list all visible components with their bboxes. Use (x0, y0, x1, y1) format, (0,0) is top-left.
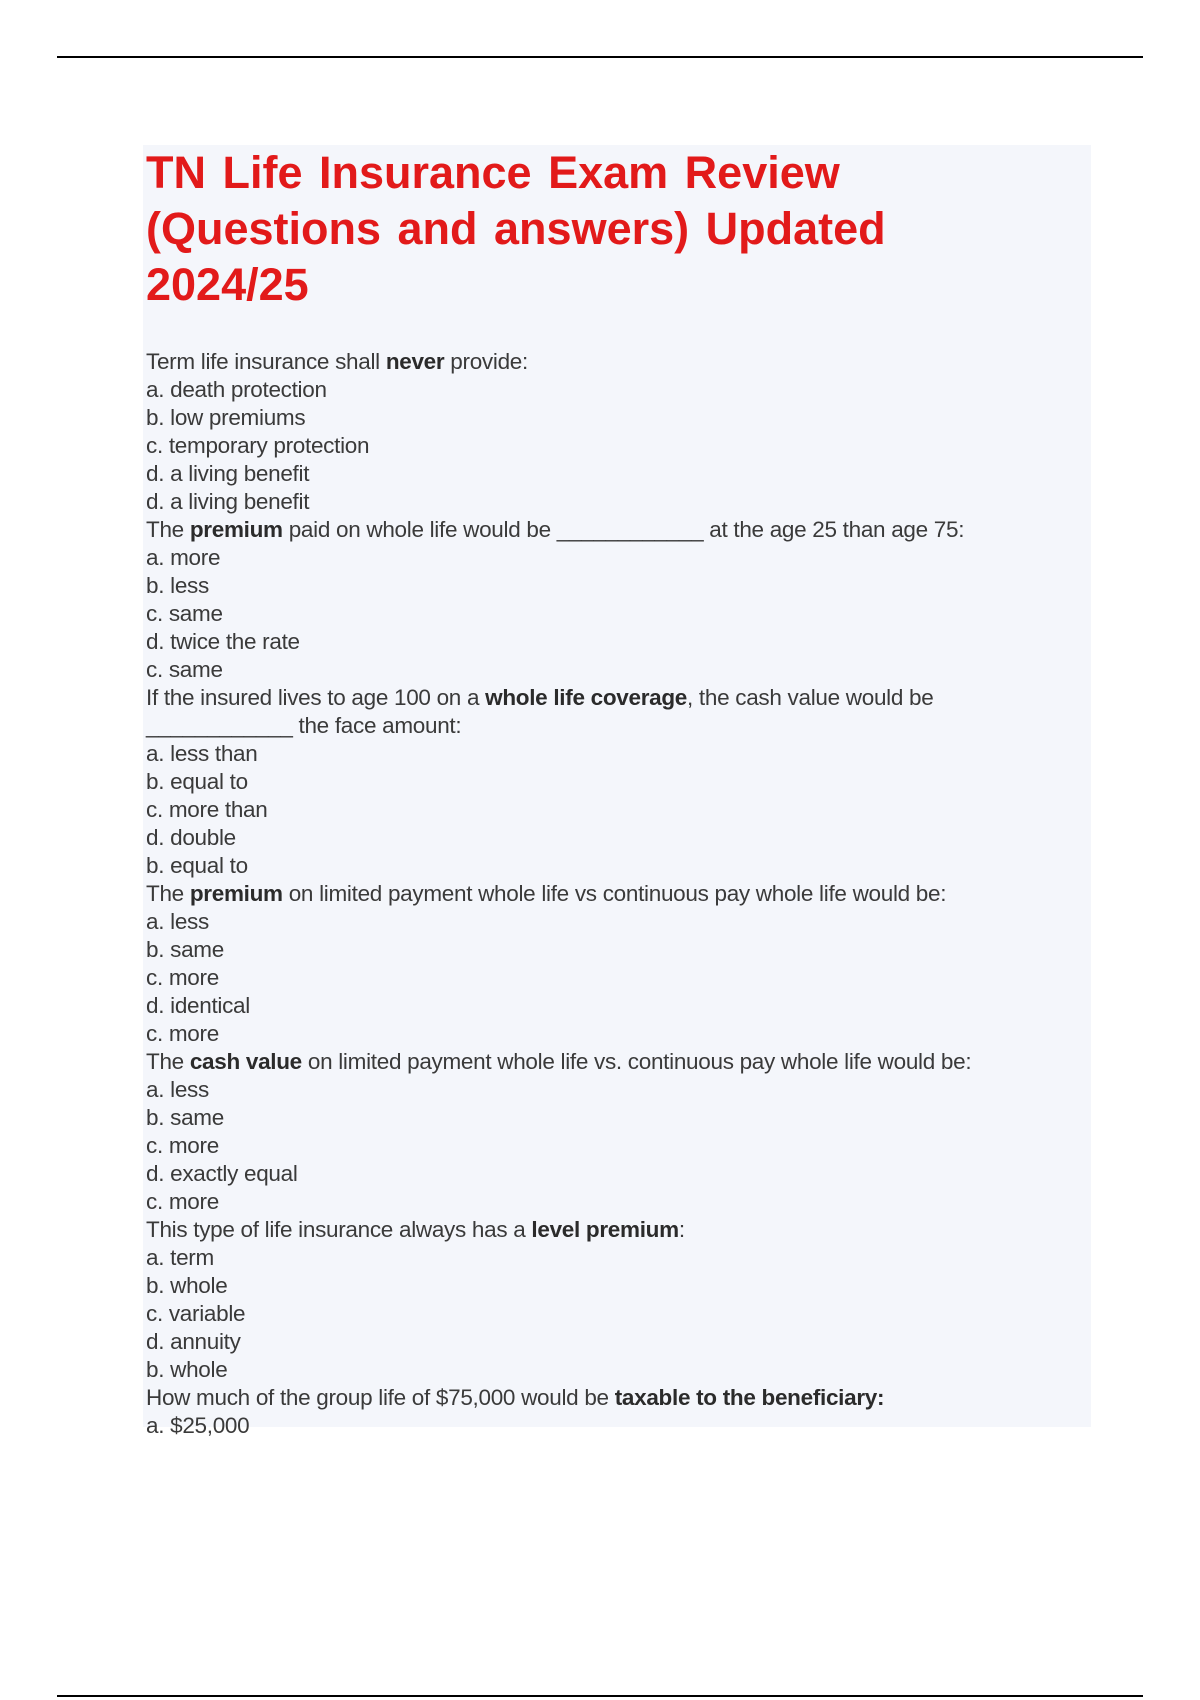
answer-option: c. more (146, 965, 219, 990)
correct-answer: c. same (146, 657, 223, 682)
question-6 (146, 1216, 1088, 1384)
answer-option: d. a living benefit (146, 461, 310, 486)
answer-option: a. $25,000 (146, 1413, 250, 1438)
correct-answer: c. more (146, 1189, 219, 1214)
correct-answer: c. more (146, 1021, 219, 1046)
question-list (146, 348, 1088, 1440)
answer-option: c. variable (146, 1301, 246, 1326)
question-stem: The cash value on limited payment whole life vs. continuous pay whole life would be: (146, 1049, 972, 1074)
answer-option: b. low premiums (146, 405, 306, 430)
answer-option: a. less (146, 1077, 209, 1102)
answer-option: c. temporary protection (146, 433, 370, 458)
document-content (143, 145, 1091, 1438)
answer-option: c. same (146, 601, 223, 626)
header-rule (57, 56, 1143, 58)
correct-answer: b. equal to (146, 853, 248, 878)
question-stem: Term life insurance shall never provide: (146, 349, 528, 374)
question-2 (146, 516, 1088, 684)
question-1 (146, 348, 1088, 516)
answer-option: d. twice the rate (146, 629, 300, 654)
correct-answer: b. whole (146, 1357, 228, 1382)
question-stem: The premium paid on whole life would be ____________ at the age 25 than age 75: (146, 517, 965, 542)
answer-option: a. death protection (146, 377, 327, 402)
question-stem: The premium on limited payment whole life vs continuous pay whole life would be: (146, 881, 947, 906)
answer-option: a. less than (146, 741, 258, 766)
answer-option: b. less (146, 573, 209, 598)
answer-option: b. equal to (146, 769, 248, 794)
answer-option: d. identical (146, 993, 250, 1018)
answer-option: a. less (146, 909, 209, 934)
answer-option: d. exactly equal (146, 1161, 298, 1186)
answer-option: b. same (146, 1105, 224, 1130)
answer-option: c. more (146, 1133, 219, 1158)
question-5 (146, 1048, 1088, 1216)
question-3 (146, 684, 1088, 880)
answer-option: d. double (146, 825, 236, 850)
answer-option: a. more (146, 545, 221, 570)
question-stem-continued: ____________ the face amount: (146, 713, 462, 738)
document-title: TN Life Insurance Exam Review (Questions and answers) Updated 2024/25 (146, 147, 886, 310)
question-stem: If the insured lives to age 100 on a whole life coverage, the cash value would be (146, 685, 934, 710)
answer-option: c. more than (146, 797, 268, 822)
answer-option: b. same (146, 937, 224, 962)
answer-option: d. annuity (146, 1329, 241, 1354)
footer-rule (57, 1695, 1143, 1697)
answer-option: b. whole (146, 1273, 228, 1298)
question-stem: This type of life insurance always has a level premium: (146, 1217, 685, 1242)
question-stem: How much of the group life of $75,000 would be taxable to the beneficiary: (146, 1385, 885, 1410)
question-4 (146, 880, 1088, 1048)
question-7 (146, 1384, 1088, 1440)
correct-answer: d. a living benefit (146, 489, 310, 514)
answer-option: a. term (146, 1245, 214, 1270)
